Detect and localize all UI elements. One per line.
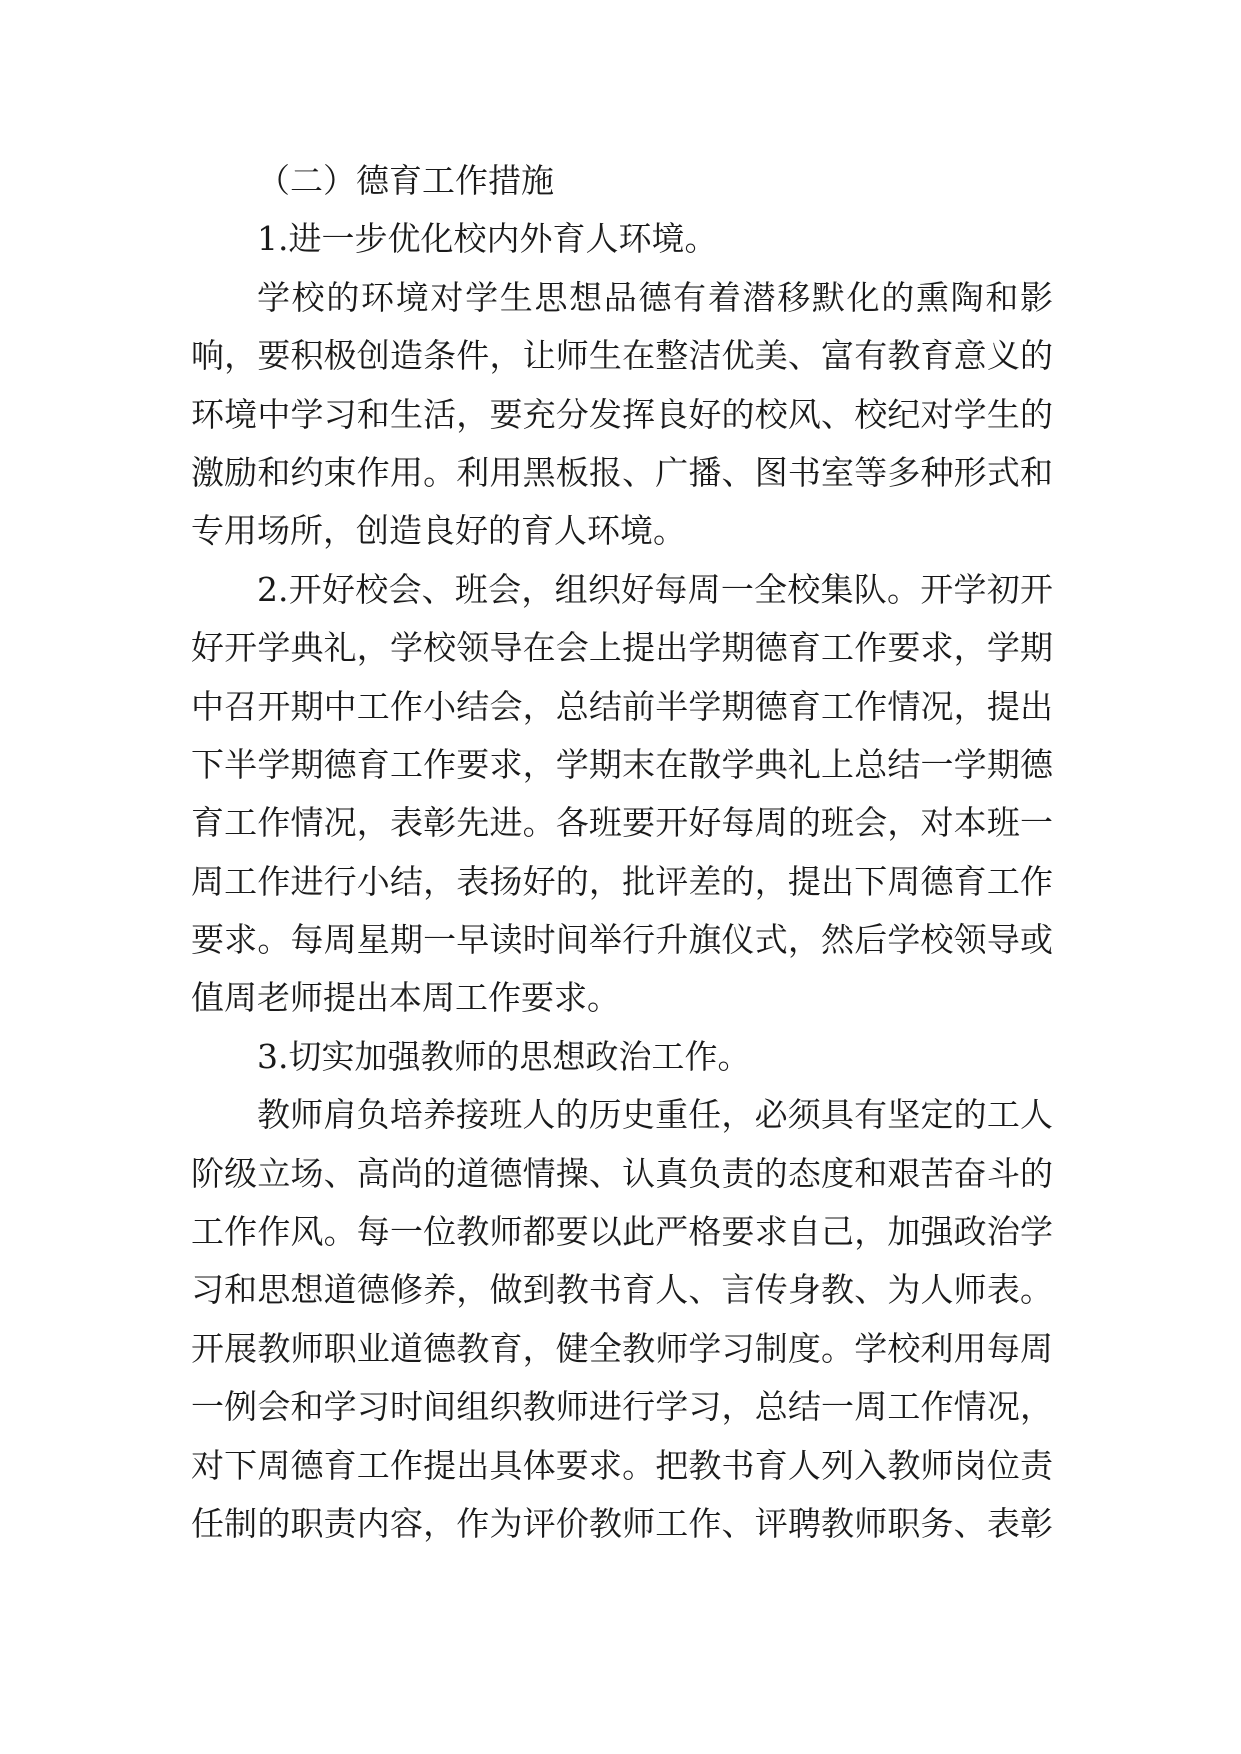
body-text — [191, 152, 1053, 1553]
text-line: 对下周德育工作提出具体要求。把教书育人列入教师岗位责 — [191, 1445, 1053, 1485]
text-line: 中召开期中工作小结会，总结前半学期德育工作情况，提出 — [191, 686, 1053, 726]
text-line: 教师肩负培养接班人的历史重任，必须具有坚定的工人 — [257, 1095, 1053, 1135]
text-line: 2.开好校会、班会，组织好每周一全校集队。开学初开 — [257, 569, 1053, 609]
text-line: 一例会和学习时间组织教师进行学习，总结一周工作情况， — [191, 1387, 1053, 1427]
text-line: 下半学期德育工作要求，学期末在散学典礼上总结一学期德 — [191, 744, 1053, 784]
text-line: 3.切实加强教师的思想政治工作。 — [257, 1036, 751, 1076]
text-line: 好开学典礼，学校领导在会上提出学期德育工作要求，学期 — [191, 628, 1053, 668]
text-line: 专用场所，创造良好的育人环境。 — [191, 511, 686, 551]
text-line: 阶级立场、高尚的道德情操、认真负责的态度和艰苦奋斗的 — [191, 1153, 1053, 1193]
text-line: 任制的职责内容，作为评价教师工作、评聘教师职务、表彰 — [191, 1503, 1053, 1543]
text-line: 环境中学习和生活，要充分发挥良好的校风、校纪对学生的 — [191, 394, 1053, 434]
text-line: （二）德育工作措施 — [257, 161, 554, 200]
text-line: 育工作情况，表彰先进。各班要开好每周的班会，对本班一 — [191, 803, 1053, 843]
text-line: 响，要积极创造条件，让师生在整洁优美、富有教育意义的 — [191, 336, 1053, 376]
text-line: 习和思想道德修养，做到教书育人、言传身教、为人师表。 — [191, 1270, 1053, 1310]
text-line: 学校的环境对学生思想品德有着潜移默化的熏陶和影 — [257, 277, 1053, 317]
text-line: 开展教师职业道德教育，健全教师学习制度。学校利用每周 — [191, 1328, 1053, 1368]
text-line: 周工作进行小结，表扬好的，批评差的，提出下周德育工作 — [191, 861, 1053, 901]
text-line: 值周老师提出本周工作要求。 — [191, 978, 620, 1018]
text-line: 1.进一步优化校内外育人环境。 — [257, 219, 718, 259]
text-line: 激励和约束作用。利用黑板报、广播、图书室等多种形式和 — [191, 452, 1053, 492]
text-line: 要求。每周星期一早读时间举行升旗仪式，然后学校领导或 — [191, 920, 1053, 960]
text-line: 工作作风。每一位教师都要以此严格要求自己，加强政治学 — [191, 1212, 1053, 1252]
